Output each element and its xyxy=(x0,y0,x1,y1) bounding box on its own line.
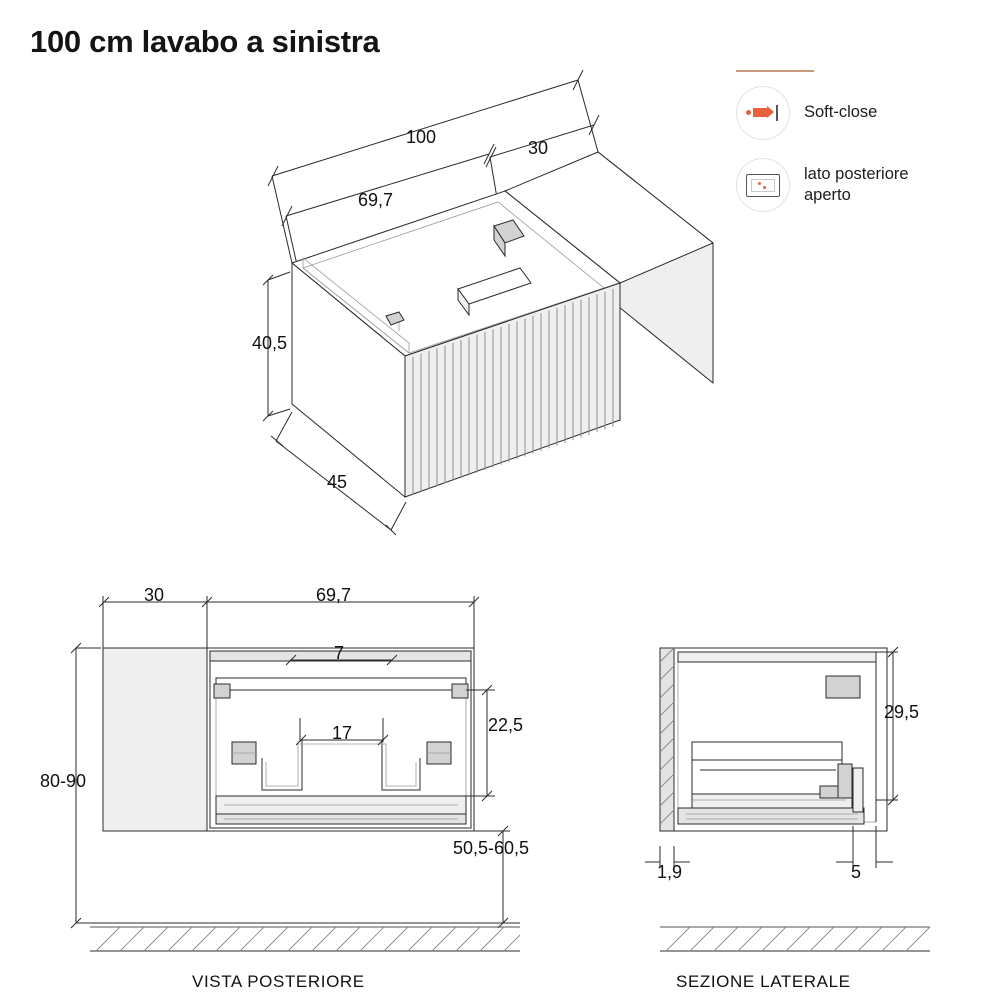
legend-label-open-back-line2: aperto xyxy=(804,186,851,204)
side-dim-panel-thickness: 1,9 xyxy=(657,862,683,882)
rear-dim-right-module: 69,7 xyxy=(316,585,352,605)
legend-label-open-back-line1: lato posteriore xyxy=(804,164,909,183)
rear-view-caption: VISTA POSTERIORE xyxy=(192,972,365,991)
side-dim-front-offset: 5 xyxy=(851,862,862,882)
side-section-caption: SEZIONE LATERALE xyxy=(676,972,851,991)
page-title: 100 cm lavabo a sinistra xyxy=(30,24,380,59)
iso-dim-depth: 45 xyxy=(327,472,348,492)
iso-dim-width-right: 30 xyxy=(528,138,549,158)
legend-label-soft-close: Soft-close xyxy=(804,103,878,122)
rear-dim-bottom-height: 50,5-60,5 xyxy=(453,838,530,858)
iso-dim-height: 40,5 xyxy=(252,333,288,353)
iso-dim-width-left: 69,7 xyxy=(358,190,394,210)
rear-dim-drawer-height: 22,5 xyxy=(488,715,524,735)
iso-dim-width-total: 100 xyxy=(406,127,437,147)
side-dim-inner-height: 29,5 xyxy=(884,702,920,722)
rear-dim-left-module: 30 xyxy=(144,585,165,605)
rear-dim-top-gap: 7 xyxy=(334,643,345,663)
rear-dim-mount-height: 80-90 xyxy=(40,771,87,791)
rear-dim-inner-notch: 17 xyxy=(332,723,353,743)
